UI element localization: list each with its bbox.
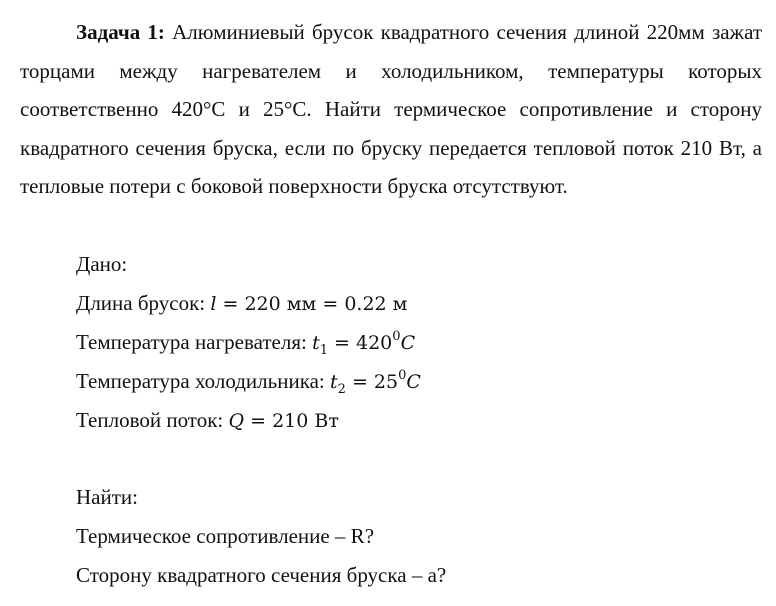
find-section [76, 478, 446, 595]
given-heater-temp [76, 323, 421, 362]
given-heading: Дано: [76, 252, 128, 276]
find-item-side: Сторону квадратного сечения бруска – а? [76, 563, 447, 587]
given-heat-flow [76, 401, 421, 440]
heat-flow-var: Q [228, 410, 245, 432]
given-heater-temp-label: Температура нагревателя: [76, 330, 307, 354]
heat-flow-expr: = 210 Вт [250, 410, 339, 432]
task-text: Алюминиевый брусок квадратного сечения длиной 220мм зажат торцами между нагревателем и холодильником, температуры которых соответственно 420°С и 25°С. Найти термическое сопротивление и сторону квадратного сечения бруска, если по бруску передается тепловой поток 210 Вт, а тепловые потери с боковой поверхности бруска отсутствуют. [20, 20, 763, 198]
length-expr: = 220 мм = 0.22 м [222, 293, 408, 315]
given-length-label: Длина брусок: [76, 291, 206, 315]
cooler-temp-unit: C [406, 371, 421, 393]
heater-temp-sup: 0 [392, 329, 401, 344]
heater-temp-sub: 1 [319, 343, 328, 358]
given-cooler-temp [76, 362, 421, 401]
task-statement [20, 13, 762, 206]
heater-temp-unit: C [400, 332, 416, 354]
cooler-temp-sup: 0 [398, 368, 407, 383]
cooler-temp-var: t [330, 371, 338, 393]
heater-temp-expr: = 420 [334, 332, 393, 354]
heater-temp-var: t [312, 332, 320, 354]
given-heater-temp-formula [312, 329, 416, 358]
find-item-resistance: Термическое сопротивление – R? [76, 524, 375, 548]
given-cooler-temp-label: Температура холодильника: [76, 369, 325, 393]
length-var: l [210, 293, 217, 315]
given-length-formula [210, 293, 407, 315]
given-cooler-temp-formula [330, 368, 421, 397]
task-label: Задача 1: [76, 20, 165, 44]
given-heat-flow-formula [228, 410, 338, 432]
given-section [76, 245, 421, 440]
cooler-temp-sub: 2 [337, 382, 346, 397]
cooler-temp-expr: = 25 [351, 371, 399, 393]
given-heat-flow-label: Тепловой поток: [76, 408, 224, 432]
find-heading: Найти: [76, 485, 138, 509]
given-length [76, 284, 421, 323]
